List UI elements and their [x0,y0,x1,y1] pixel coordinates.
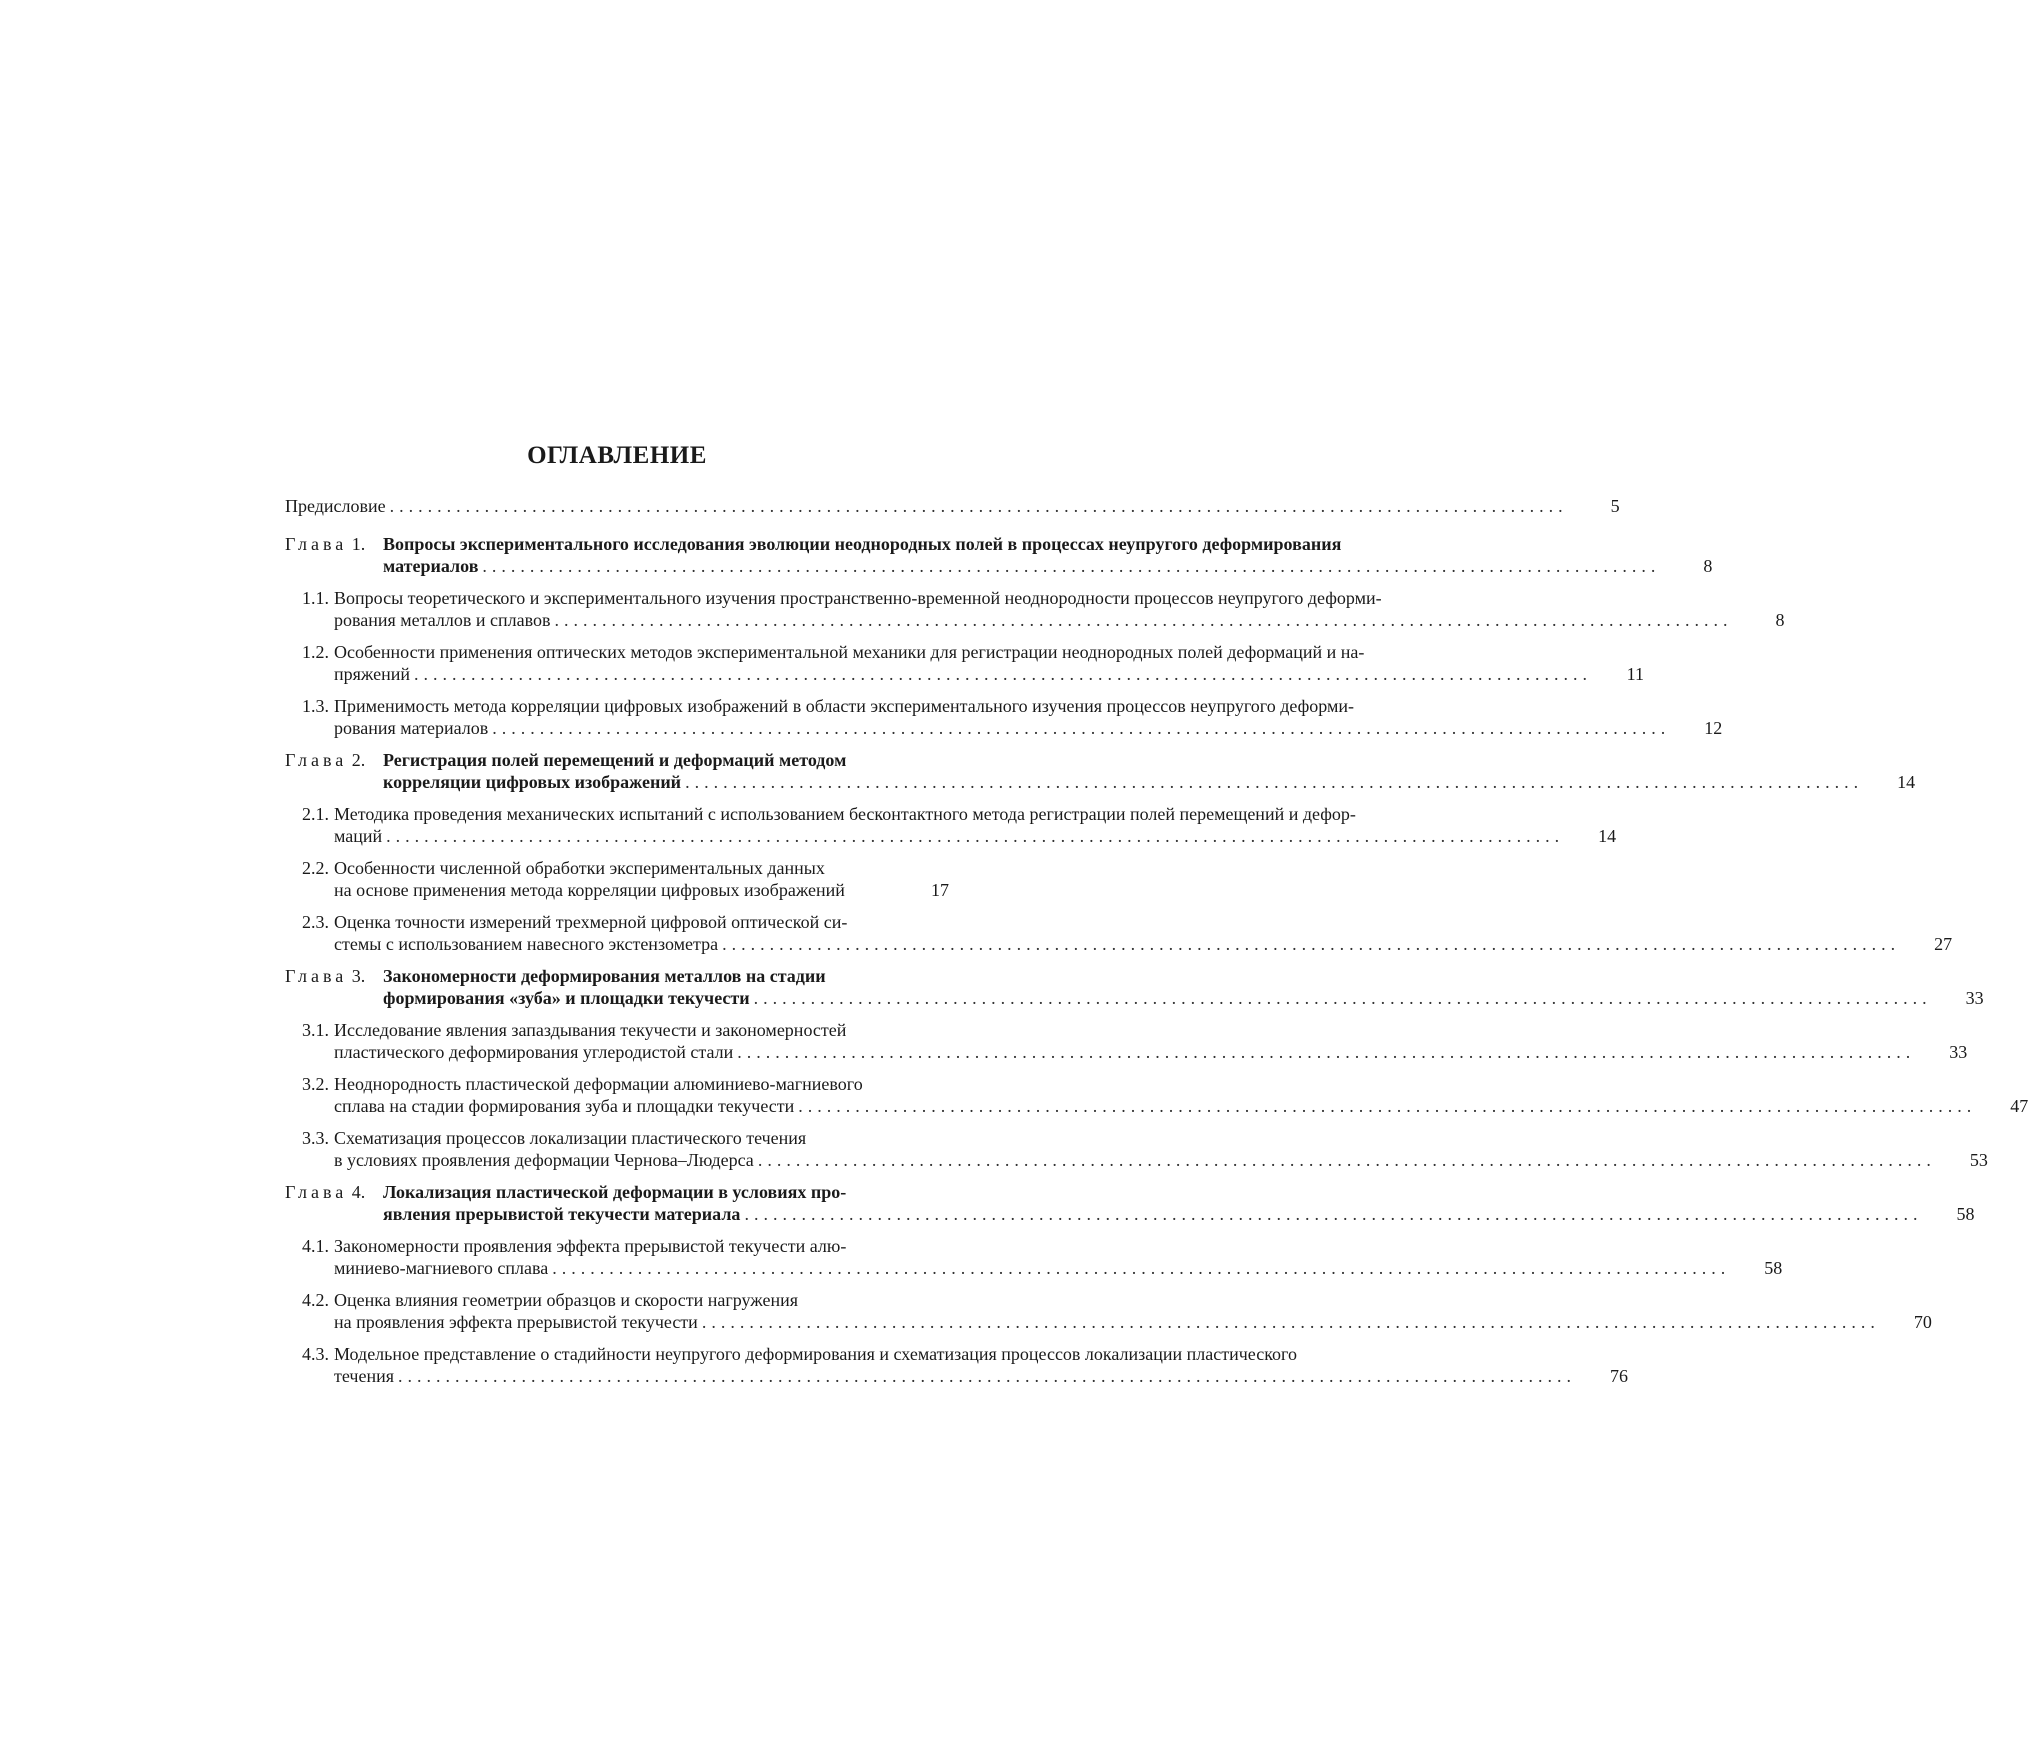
chapter-title-last-line: материалов [383,556,479,576]
chapter-number: 3. [351,966,366,986]
toc-section-2-1[interactable] [285,803,1617,847]
preface-label: Предисловие [285,496,386,516]
section-title-last-line: маций [334,826,383,846]
page-number: 58 [1956,1204,1975,1224]
section-title-last-line: сплава на стадии формирования зуба и площадки текучести [334,1096,795,1116]
section-number: 2.3. [302,912,329,932]
page-number: 5 [1610,496,1620,516]
page-number: 47 [2010,1096,2028,1116]
section-title-last-line: в условиях проявления деформации Чернова–Людерса [334,1150,754,1170]
chapter-word: Глава [285,534,348,554]
toc-section-4-1[interactable] [285,1235,1783,1279]
section-number: 4.3. [302,1344,329,1364]
section-title-last-line: течения [334,1366,394,1386]
leader-dots: ............................................................................................................................ [685,772,1864,792]
leader-dots: ............................................................................................................................ [414,664,1592,684]
leader-dots: ............................................................................................................................ [492,718,1671,738]
page-number: 14 [1897,772,1916,792]
page-number: 8 [1703,556,1713,576]
section-number: 4.2. [302,1290,329,1310]
page-number: 33 [1949,1042,1968,1062]
chapter-word: Глава [285,966,348,986]
leader-dots: ............................................................................................................................ [389,496,1568,516]
leader-dots: ............................................................................................................................ [552,1258,1731,1278]
leader-dots: ............................................................................................................................ [554,610,1733,630]
leader-dots: ............................................................................................................................ [386,826,1565,846]
section-title: Оценка точности измерений трехмерной цифровой оптической си- [334,912,848,932]
chapter-number: 1. [351,534,366,554]
section-title-last-line: пластического деформирования углеродистой стали [334,1042,734,1062]
leader-dots: ............................................................................................................................ [753,988,1932,1008]
leader-dots: ............................................................................................................................ [798,1096,1977,1116]
toc-section-1-1[interactable] [285,587,1785,631]
page-number: 17 [931,880,949,900]
section-title: Применимость метода корреляции цифровых изображений в области экспериментального изучения процессов неупругого деформи- [334,696,1354,716]
section-title: Схематизация процессов локализации пластического течения [334,1128,807,1148]
section-title: Модельное представление о стадийности неупругого деформирования и схематизация процессов локализации пластического [334,1344,1297,1364]
section-title-last-line: рования материалов [334,718,489,738]
section-title: Оценка влияния геометрии образцов и скорости нагружения [334,1290,798,1310]
section-number: 2.1. [302,804,329,824]
leader-dots: ............................................................................................................................ [701,1312,1880,1332]
chapter-title: Вопросы экспериментального исследования эволюции неоднородных полей в процессах неупругого деформирования [383,534,1342,554]
leader-dots: ............................................................................................................................ [744,1204,1923,1224]
section-title-last-line: на основе применения метода корреляции цифровых изображений [334,880,845,900]
page-number: 27 [1934,934,1953,954]
page-number: 58 [1764,1258,1783,1278]
chapter-title: Локализация пластической деформации в условиях про- [383,1182,847,1202]
section-title: Неоднородность пластической деформации алюминиево-магниевого [334,1074,863,1094]
page-number: 8 [1775,610,1785,630]
chapter-word: Глава [285,750,348,770]
toc-section-4-3[interactable] [285,1343,1628,1387]
chapter-title: Регистрация полей перемещений и деформаций методом [383,750,847,770]
toc-section-3-3[interactable] [285,1127,1988,1171]
page-number: 11 [1626,664,1644,684]
chapter-title-last-line: корреляции цифровых изображений [383,772,682,792]
page-number: 70 [1913,1312,1932,1332]
section-title-last-line: на проявления эффекта прерывистой текучести [334,1312,698,1332]
chapter-title-last-line: формирования «зуба» и площадки текучести [383,988,750,1008]
toc-section-3-1[interactable] [285,1019,1968,1063]
section-title: Вопросы теоретического и экспериментального изучения пространственно-временной неоднородности процессов неупругого деформи- [334,588,1382,608]
section-title: Особенности применения оптических методов экспериментальной механики для регистрации неоднородных полей деформаций и на- [334,642,1365,662]
page-number: 14 [1598,826,1617,846]
leader-dots: ............................................................................................................................ [757,1150,1936,1170]
section-number: 3.3. [302,1128,329,1148]
leader-dots: ............................................................................................................................ [482,556,1661,576]
toc-content [285,495,2028,1397]
page-number: 33 [1965,988,1984,1008]
page-number: 76 [1610,1366,1628,1386]
leader-dots: ............................................................................................................................ [722,934,1901,954]
toc-chapter-4[interactable] [285,1181,1975,1225]
section-title-last-line: рования металлов и сплавов [334,610,551,630]
section-number: 3.2. [302,1074,329,1094]
toc-chapter-2[interactable] [285,749,1916,793]
section-number: 1.3. [302,696,329,716]
section-title: Исследование явления запаздывания текучести и закономерностей [334,1020,847,1040]
leader-dots: ............................................................................................................................ [398,1366,1576,1386]
toc-section-1-3[interactable] [285,695,1723,739]
section-number: 3.1. [302,1020,329,1040]
page-title: ОГЛАВЛЕНИЕ [527,442,707,469]
leader-dots: ............................................................................................................................ [737,1042,1916,1062]
toc-section-2-2[interactable] [285,857,949,901]
section-number: 2.2. [302,858,329,878]
section-title-last-line: миниево-магниевого сплава [334,1258,549,1278]
page-number: 53 [1969,1150,1988,1170]
toc-entry-preface[interactable] [285,495,1620,517]
section-title: Закономерности проявления эффекта прерывистой текучести алю- [334,1236,847,1256]
page-number: 12 [1704,718,1723,738]
toc-section-3-2[interactable] [285,1073,2028,1117]
section-number: 1.2. [302,642,329,662]
toc-chapter-1[interactable] [285,533,1713,577]
section-number: 4.1. [302,1236,329,1256]
toc-section-4-2[interactable] [285,1289,1932,1333]
toc-section-2-3[interactable] [285,911,1953,955]
section-title-last-line: пряжений [334,664,410,684]
toc-section-1-2[interactable] [285,641,1644,685]
chapter-title: Закономерности деформирования металлов на стадии [383,966,826,986]
chapter-number: 2. [351,750,366,770]
chapter-title-last-line: явления прерывистой текучести материала [383,1204,741,1224]
section-title-last-line: стемы с использованием навесного экстензометра [334,934,719,954]
toc-chapter-3[interactable] [285,965,1984,1009]
section-number: 1.1. [302,588,329,608]
chapter-number: 4. [351,1182,366,1202]
section-title: Особенности численной обработки экспериментальных данных [334,858,825,878]
section-title: Методика проведения механических испытаний с использованием бесконтактного метода регистрации полей перемещений и дефор- [334,804,1356,824]
chapter-word: Глава [285,1182,348,1202]
